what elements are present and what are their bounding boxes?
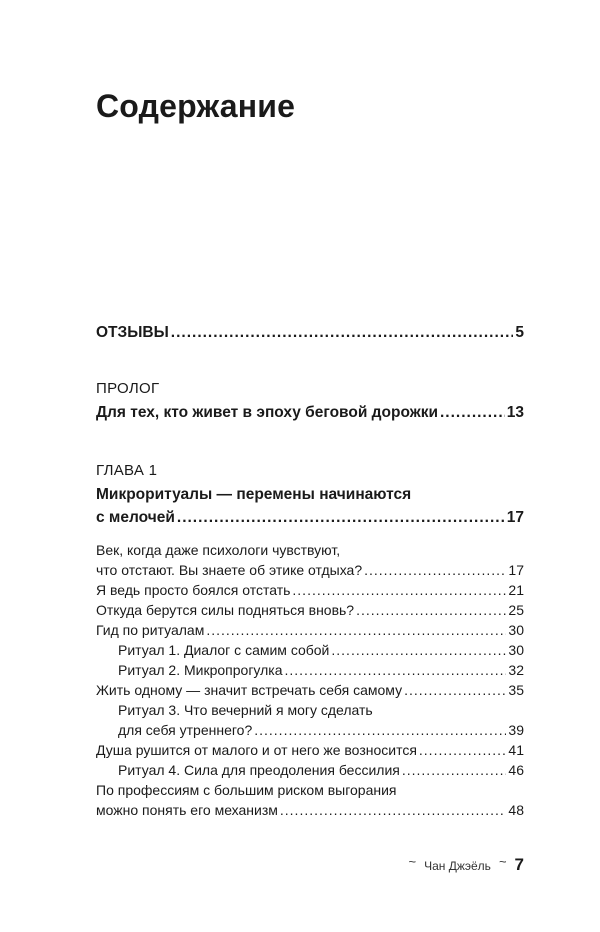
- toc-page-number: 46: [508, 762, 524, 778]
- toc-section-6[interactable]: [118, 662, 524, 678]
- toc-entry-title: для себя утреннего?: [118, 722, 253, 738]
- toc-entry-title: Для тех, кто живет в эпоху беговой дорожки: [96, 404, 438, 421]
- toc-section-9[interactable]: [96, 742, 524, 758]
- toc-entry-title: ОТЗЫВЫ: [96, 324, 169, 341]
- toc-entry-reviews[interactable]: [96, 324, 524, 342]
- leader-dots: [440, 404, 505, 422]
- toc-page-number: 5: [515, 324, 524, 341]
- toc-section-8-line1[interactable]: Ритуал 3. Что вечерний я могу сделать: [118, 702, 373, 718]
- chapter-1-title-line1[interactable]: Микроритуалы — перемены начинаются: [96, 486, 412, 503]
- toc-page-number: 30: [508, 622, 524, 638]
- leader-dots: [356, 602, 506, 618]
- toc-section-11-line1[interactable]: По профессиям с большим риском выгорания: [96, 782, 397, 798]
- page-title: Содержание: [96, 88, 296, 124]
- leader-dots: [419, 742, 507, 758]
- toc-entry-title: Откуда берутся силы подняться вновь?: [96, 602, 355, 618]
- toc-section-5[interactable]: [118, 642, 524, 658]
- toc-section-2[interactable]: [96, 582, 524, 598]
- toc-page-number: 35: [508, 682, 524, 698]
- toc-entry-title: что отстают. Вы знаете об этике отдыха?: [96, 562, 363, 578]
- leader-dots: [206, 622, 506, 638]
- leader-dots: [404, 682, 506, 698]
- leader-dots: [364, 562, 506, 578]
- toc-page-number: 17: [508, 562, 524, 578]
- prologue-label: ПРОЛОГ: [96, 380, 160, 397]
- toc-section-8[interactable]: [118, 722, 524, 738]
- toc-entry-title: Я ведь просто боялся отстать: [96, 582, 291, 598]
- toc-entry-title: Гид по ритуалам: [96, 622, 205, 638]
- toc-entry-title: можно понять его механизм: [96, 802, 278, 818]
- toc-section-1-line1[interactable]: Век, когда даже психологи чувствуют,: [96, 542, 341, 558]
- toc-page-number: 13: [506, 404, 524, 421]
- toc-page-number: 25: [508, 602, 524, 618]
- toc-page-number: 39: [508, 722, 524, 738]
- toc-page-number: 41: [508, 742, 524, 758]
- running-footer: [409, 855, 525, 875]
- leader-dots: [285, 662, 507, 678]
- leader-dots: [331, 642, 506, 658]
- toc-entry-title: Душа рушится от малого и от него же возносится: [96, 742, 417, 758]
- leader-dots: [254, 722, 506, 738]
- toc-section-3[interactable]: [96, 602, 524, 618]
- toc-page-number: 21: [508, 582, 524, 598]
- toc-entry-title: Ритуал 2. Микропрогулка: [118, 662, 283, 678]
- page-number: 7: [514, 855, 524, 874]
- toc-section-11[interactable]: [96, 802, 524, 818]
- toc-entry-title: Жить одному — значит встречать себя самому: [96, 682, 403, 698]
- tilde-ornament-right: ~: [498, 854, 507, 869]
- toc-section-7[interactable]: [96, 682, 524, 698]
- toc-entry-chapter-1[interactable]: [96, 509, 524, 527]
- toc-section-4[interactable]: [96, 622, 524, 638]
- leader-dots: [292, 582, 506, 598]
- toc-page-number: 32: [508, 662, 524, 678]
- tilde-ornament-left: ~: [408, 854, 417, 869]
- toc-page-number: 30: [508, 642, 524, 658]
- toc-entry-title: Ритуал 1. Диалог с самим собой: [118, 642, 330, 658]
- toc-page-number: 48: [508, 802, 524, 818]
- toc-entry-title: Ритуал 4. Сила для преодоления бессилия: [118, 762, 400, 778]
- leader-dots: [280, 802, 507, 818]
- toc-entry-title: с мелочей: [96, 509, 175, 526]
- author-name: Чан Джэёль: [424, 859, 491, 873]
- toc-entry-prologue[interactable]: [96, 404, 524, 422]
- leader-dots: [177, 509, 505, 527]
- toc-section-10[interactable]: [118, 762, 524, 778]
- chapter-1-label: ГЛАВА 1: [96, 462, 158, 479]
- toc-section-1[interactable]: [96, 562, 524, 578]
- leader-dots: [402, 762, 507, 778]
- leader-dots: [171, 324, 514, 342]
- toc-page-number: 17: [506, 509, 524, 526]
